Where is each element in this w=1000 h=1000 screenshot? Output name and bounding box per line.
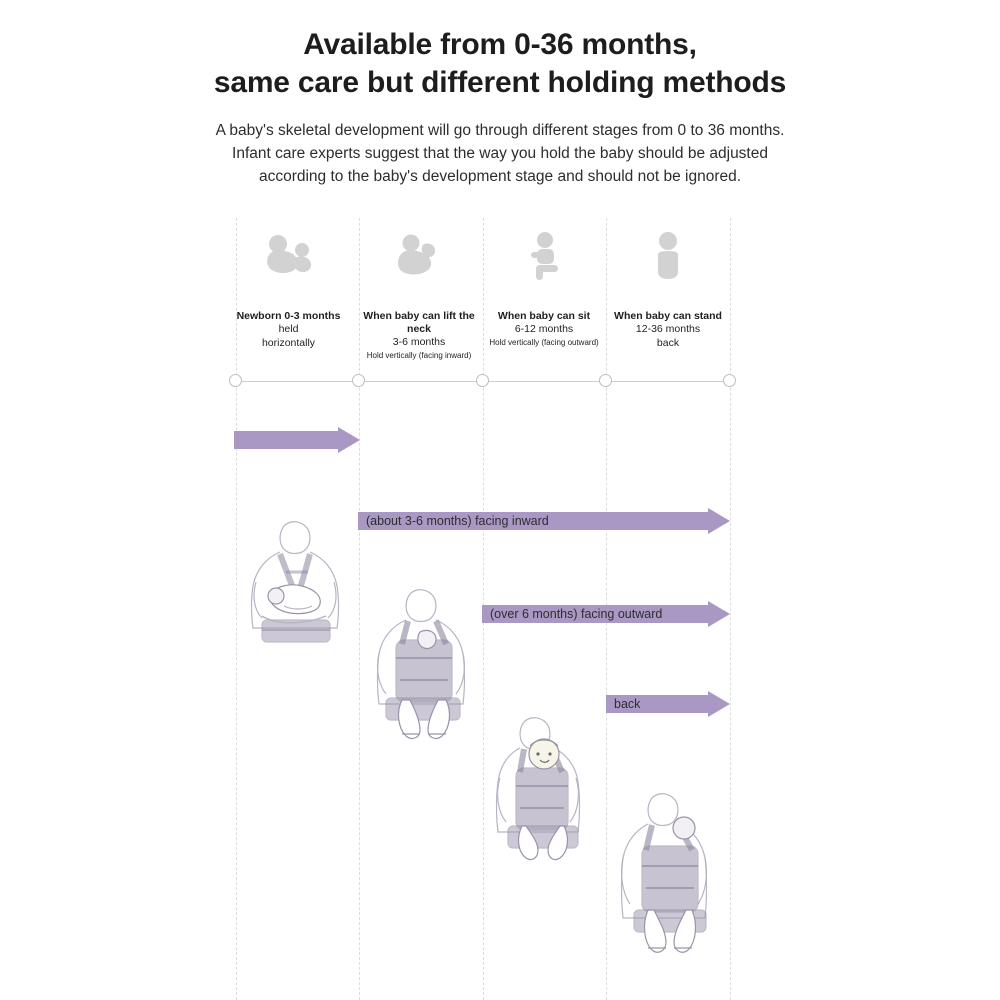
arrow-label-1: (about 3-6 months) facing inward xyxy=(366,514,549,528)
stage-caption-1 xyxy=(360,310,478,362)
arrow-head xyxy=(338,427,360,453)
arrow-facing-outward xyxy=(482,601,730,627)
baby-lifting-head-icon xyxy=(396,234,438,282)
timeline-node-0 xyxy=(229,374,242,387)
timeline-node-4 xyxy=(723,374,736,387)
timeline-node-1 xyxy=(352,374,365,387)
figure-front-inward-hold xyxy=(366,588,486,768)
stage-range-1: 3-6 months xyxy=(392,336,446,349)
stage-title-2: When baby can sit xyxy=(497,310,591,322)
page-title-line-1: Available from 0-36 months, xyxy=(303,28,697,61)
figure-horizontal-hold xyxy=(240,520,360,680)
arrow-head xyxy=(708,601,730,627)
stage-caption-0 xyxy=(231,310,346,350)
stage-range-2: 6-12 months xyxy=(514,323,574,336)
page-title-line-2: same care but different holding methods xyxy=(213,66,787,100)
page-title xyxy=(0,26,1000,103)
stage-note-3: back xyxy=(656,336,680,349)
stage-range-3: 12-36 months xyxy=(635,323,701,336)
stage-caption-2 xyxy=(484,310,604,349)
baby-standing-icon xyxy=(652,232,684,282)
arrow-back-carry xyxy=(606,691,730,717)
stage-caption-3 xyxy=(608,310,728,350)
baby-sitting-icon xyxy=(527,232,561,282)
description-line-3: according to the baby's development stage and should not be ignored. xyxy=(258,167,742,185)
baby-lying-icon xyxy=(264,234,316,282)
arrow-facing-inward xyxy=(358,508,730,534)
stage-small-2: Hold vertically (facing outward) xyxy=(489,337,599,347)
stage-title-3: When baby can stand xyxy=(614,310,722,322)
arrow-label-3: back xyxy=(614,697,641,711)
figure-front-outward-hold xyxy=(490,700,610,880)
stage-range-0: held xyxy=(278,323,299,336)
stage-title-0: Newborn 0-3 months xyxy=(236,310,341,322)
description-line-2: Infant care experts suggest that the way you hold the baby should be adjusted xyxy=(232,144,768,162)
arrow-head xyxy=(708,508,730,534)
description-line-1: A baby's skeletal development will go through different stages from 0 to 36 months. xyxy=(215,122,785,139)
figure-back-carry xyxy=(612,788,732,978)
arrow-head xyxy=(708,691,730,717)
arrow-label-2: (over 6 months) facing outward xyxy=(490,607,663,621)
stage-title-1: When baby can lift the neck xyxy=(363,310,475,336)
arrow-newborn-horizontal xyxy=(234,427,360,453)
stage-small-1: Hold vertically (facing inward) xyxy=(366,350,472,360)
timeline-node-3 xyxy=(599,374,612,387)
arrow-bar xyxy=(234,431,338,449)
timeline-node-2 xyxy=(476,374,489,387)
page-description xyxy=(120,120,880,189)
stage-note-0: horizontally xyxy=(261,336,316,349)
